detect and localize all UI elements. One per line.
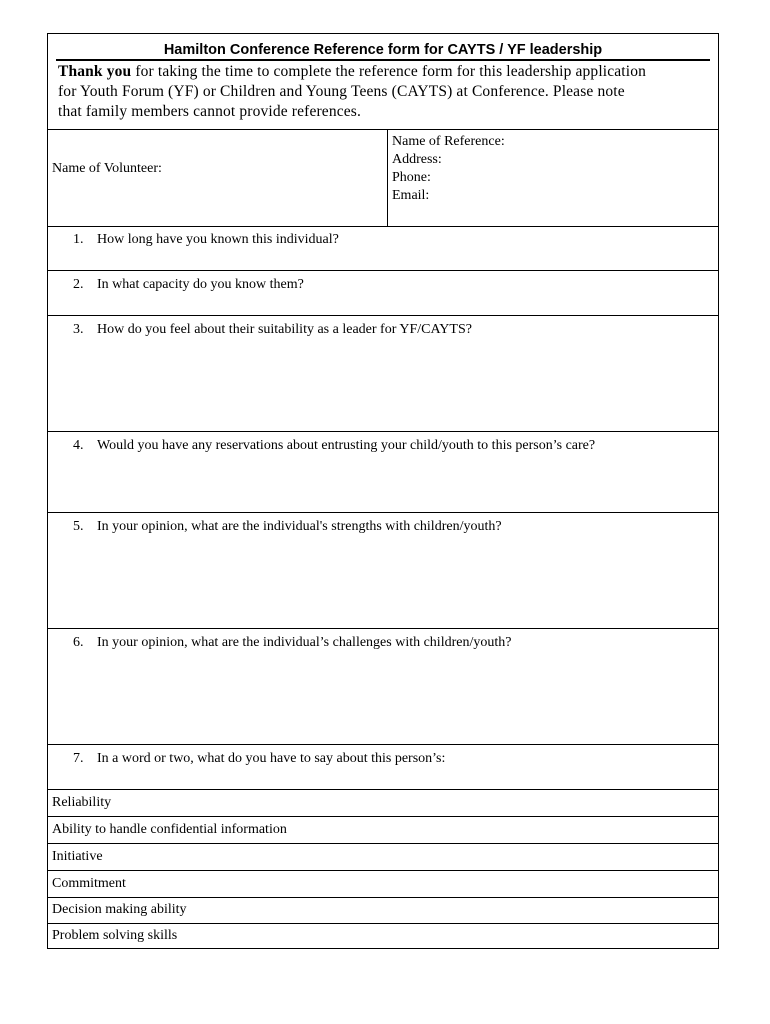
trait-reliability-field[interactable] bbox=[48, 790, 718, 817]
trait-commitment-field[interactable] bbox=[48, 871, 718, 898]
question-text: How do you feel about their suitability as a leader for YF/CAYTS? bbox=[97, 322, 472, 337]
intro-line-2: for Youth Forum (YF) or Children and Young Teens (CAYTS) at Conference. Please note bbox=[58, 83, 625, 100]
trait-label: Reliability bbox=[52, 795, 112, 810]
question-text: In your opinion, what are the individual’s challenges with children/youth? bbox=[97, 635, 512, 650]
reference-phone-label: Phone: bbox=[392, 170, 431, 185]
question-number: 3. bbox=[73, 322, 84, 337]
question-4-field[interactable] bbox=[48, 432, 718, 513]
reference-name-label: Name of Reference: bbox=[392, 134, 505, 149]
question-number: 4. bbox=[73, 438, 84, 453]
volunteer-name-field[interactable] bbox=[48, 129, 388, 226]
intro-text bbox=[58, 62, 718, 122]
volunteer-reference-row bbox=[48, 129, 718, 227]
trait-label: Problem solving skills bbox=[52, 928, 178, 943]
trait-initiative-field[interactable] bbox=[48, 844, 718, 871]
trait-label: Initiative bbox=[52, 849, 103, 864]
intro-line-1: for taking the time to complete the reference form for this leadership application bbox=[131, 63, 647, 80]
question-3-field[interactable] bbox=[48, 316, 718, 432]
reference-form bbox=[47, 33, 719, 949]
reference-address-label: Address: bbox=[392, 152, 442, 167]
trait-label: Decision making ability bbox=[52, 902, 187, 917]
volunteer-name-label: Name of Volunteer: bbox=[52, 161, 162, 176]
form-header bbox=[48, 34, 718, 130]
question-text: In what capacity do you know them? bbox=[97, 277, 304, 292]
question-number: 6. bbox=[73, 635, 84, 650]
question-2-field[interactable] bbox=[48, 271, 718, 316]
question-1-field[interactable] bbox=[48, 226, 718, 271]
trait-label: Ability to handle confidential information bbox=[52, 822, 287, 837]
intro-bold: Thank you bbox=[58, 63, 132, 80]
form-title: Hamilton Conference Reference form for CAYTS / YF leadership bbox=[56, 41, 710, 61]
trait-decision-making-field[interactable] bbox=[48, 897, 718, 924]
question-6-field[interactable] bbox=[48, 629, 718, 745]
question-text: Would you have any reservations about entrusting your child/youth to this person’s care? bbox=[97, 438, 596, 453]
reference-email-label: Email: bbox=[392, 188, 430, 203]
intro-line-3: that family members cannot provide references. bbox=[58, 103, 361, 120]
question-number: 2. bbox=[73, 277, 84, 292]
trait-problem-solving-field[interactable] bbox=[48, 923, 718, 950]
question-7-field bbox=[48, 745, 718, 790]
question-text: In your opinion, what are the individual's strengths with children/youth? bbox=[97, 519, 502, 534]
question-text: How long have you known this individual? bbox=[97, 232, 339, 247]
reference-info-field[interactable] bbox=[392, 133, 505, 205]
question-number: 5. bbox=[73, 519, 84, 534]
trait-confidential-field[interactable] bbox=[48, 817, 718, 844]
question-number: 7. bbox=[73, 751, 84, 766]
trait-label: Commitment bbox=[52, 876, 126, 891]
question-number: 1. bbox=[73, 232, 84, 247]
question-5-field[interactable] bbox=[48, 513, 718, 629]
question-text: In a word or two, what do you have to say about this person’s: bbox=[97, 751, 446, 766]
